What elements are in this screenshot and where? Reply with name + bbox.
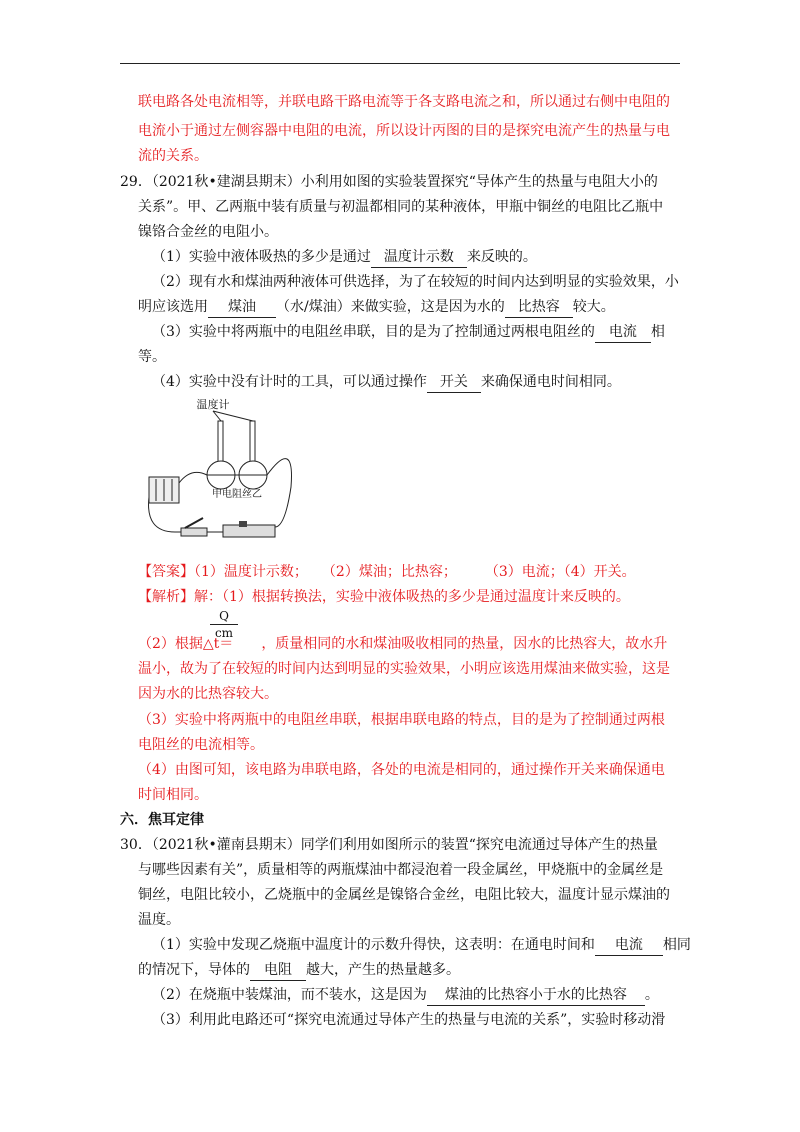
prev-analysis-line-3: 流的关系。: [138, 148, 208, 164]
flask-labels: 甲电阻丝乙: [212, 489, 262, 500]
q29-p1-text: （1）实验中液体吸热的多少是通过: [152, 249, 371, 265]
q29-p2-text: 明应该选用: [138, 299, 208, 315]
q30-stem-line-4: 温度。: [138, 912, 180, 928]
prev-analysis-line-1: 联电路各处电流相等，并联电路干路电流等于各支路电流之和，所以通过右侧中电阻的: [138, 94, 670, 110]
q29-part-4: [152, 372, 621, 393]
prev-analysis-line-2: 电流小于通过左侧容器中电阻的电流，所以设计丙图的目的是探究电流产生的热量与电: [138, 123, 670, 139]
q29-p2-text-mid: （水/煤油）来做实验，这是因为水的: [276, 299, 505, 315]
q29-analysis-line-2: [138, 634, 667, 654]
analysis-text-1: 解：（1）根据转换法，实验中液体吸热的多少是通过温度计来反映的。: [194, 589, 630, 605]
q29-stem-line-2: 关系”。甲、乙两瓶中装有质量与初温都相同的某种液体，甲瓶中铜丝的电阻比乙瓶中: [138, 199, 664, 215]
q29-p4-text: （4）实验中没有计时的工具，可以通过操作: [152, 374, 427, 390]
q30-p1-text-mid: 相同: [662, 937, 691, 953]
q30-p1-text-2: 的情况下，导体的: [138, 962, 250, 978]
q29-analysis-line-5: （3）实验中将两瓶中的电阻丝串联，根据串联电路的特点，目的是为了控制通过两根: [138, 712, 665, 728]
q29-part-1: [152, 247, 537, 268]
q29-p4-text-end: 来确保通电时间相同。: [480, 374, 621, 390]
analysis-tag: 【解析】: [138, 589, 194, 605]
q30-p1-text: （1）实验中发现乙烧瓶中温度计的示数升得快，这表明：在通电时间和: [152, 937, 595, 953]
answer-tag: 【答案】: [138, 564, 194, 580]
analysis-2-end: ，质量相同的水和煤油吸收相同的热量，因水的比热容大，故水升: [261, 636, 668, 652]
q30-p1-text-end: 越大，产生的热量越多。: [306, 962, 460, 978]
q29-p3-text-end: 相: [650, 324, 665, 340]
q30-part-2: [152, 985, 659, 1006]
rheostat-slider: [239, 521, 247, 527]
header-rule: [120, 63, 680, 64]
fraction-numerator: Q: [219, 609, 229, 623]
q29-p4-answer: 开关: [427, 372, 481, 393]
q29-stem-line-3: 镍铬合金丝的电阻小。: [138, 224, 278, 240]
switch-lever: [185, 518, 203, 528]
rheostat: [223, 525, 275, 537]
q29-p2-answer-1: 煤油: [208, 297, 276, 318]
q29-p2-text-end: 较大。: [572, 299, 615, 315]
q29-part-3-line-2: 等。: [138, 349, 166, 365]
q29-analysis-line-1: [138, 587, 630, 607]
q30-part-3: （3）利用此电路还可“探究电流通过导体产生的热量与电流的关系”，实验时移动滑: [152, 1012, 666, 1028]
q29-p2-answer-2: 比热容: [505, 297, 573, 318]
q29-p1-text-end: 来反映的。: [466, 249, 537, 265]
q30-p2-answer: 煤油的比热容小于水的比热容: [427, 985, 645, 1006]
fraction-bar: [210, 624, 238, 625]
thermometer-label: 温度计: [196, 398, 230, 411]
q29-analysis-line-6: 电阻丝的电流相等。: [138, 737, 264, 753]
q30-stem-line-2: 与哪些因素有关”，质量相等的两瓶煤油中都浸泡着一段金属丝，甲烧瓶中的金属丝是: [138, 862, 664, 878]
q30-stem-line-1: 30．（2021秋•灌南县期末）同学们利用如图所示的装置“探究电流通过导体产生的热量: [120, 837, 658, 853]
q29-part-2-line-2: [138, 297, 615, 318]
q30-p2-text: （2）在烧瓶中装煤油，而不装水，这是因为: [152, 987, 427, 1003]
q30-p1-answer-1: 电流: [595, 935, 663, 956]
q29-p3-answer: 电流: [595, 322, 651, 343]
q29-part-2-line-1: （2）现有水和煤油两种液体可供选择，为了在较短的时间内达到明显的实验效果，小: [152, 274, 679, 290]
q29-p3-text: （3）实验中将两瓶中的电阻丝串联，目的是为了控制通过两根电阻丝的: [152, 324, 595, 340]
q29-part-3-line-1: [152, 322, 665, 343]
wire: [267, 459, 292, 527]
q30-part-1-line-2: [138, 960, 460, 981]
q29-stem-line-1: 29．（2021秋•建湖县期末）小利用如图的实验装置探究“导体产生的热量与电阻大小的: [120, 174, 658, 190]
q30-p2-text-end: 。: [644, 987, 659, 1003]
q30-p1-answer-2: 电阻: [250, 960, 306, 981]
q30-stem-line-3: 铜丝，电阻比较小，乙烧瓶中的金属丝是镍铬合金丝，电阻比较大，温度计显示煤油的: [138, 887, 670, 903]
q29-analysis-line-8: 时间相同。: [138, 787, 208, 803]
q29-analysis-line-7: （4）由图可知，该电路为串联电路，各处的电流是相同的，通过操作开关来确保通电: [138, 762, 665, 778]
circuit-diagram: [145, 397, 295, 552]
q29-answer: [138, 562, 636, 582]
section-heading: 六．焦耳定律: [120, 812, 204, 828]
label-leader: [213, 411, 253, 421]
answer-text: （1）温度计示数； （2）煤油；比热容； （3）电流；（4）开关。: [194, 564, 636, 580]
wire: [179, 472, 207, 483]
q29-analysis-line-4: 因为水的比热容较大。: [138, 686, 278, 702]
switch: [181, 528, 207, 536]
analysis-2-start: （2）根据△t＝: [138, 636, 234, 652]
fraction-denominator: cm: [214, 626, 234, 640]
q30-part-1-line-1: [152, 935, 691, 956]
q29-p1-answer: 温度计示数: [371, 247, 467, 268]
q29-analysis-line-3: 温小，故为了在较短的时间内达到明显的实验效果，小明应该选用煤油来做实验，这是: [138, 661, 670, 677]
